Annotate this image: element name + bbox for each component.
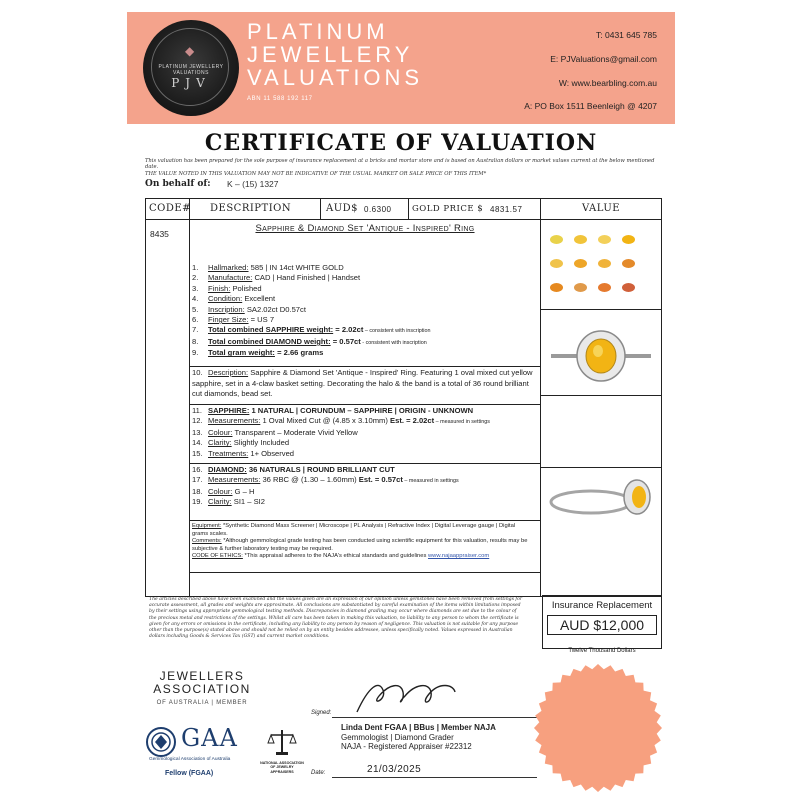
naja-link[interactable]: www.najaappraiser.com [428,553,490,560]
insurance-value-words: Twelve Thousand Dollars [568,648,636,654]
list-item: 15. Treatments: 1+ Observed [192,448,295,458]
item-code: 8435 [150,229,169,239]
certificate-page [127,12,675,788]
list-item: 5. Inscription: SA2.02ct D0.57ct [192,304,306,314]
item-details-list [192,263,538,359]
contact-address: A: PO Box 1511 Beenleigh @ 4207 [524,101,657,111]
valuation-table [145,198,662,597]
date-value: 21/03/2025 [367,764,422,775]
contact-phone: T: 0431 645 785 [596,30,657,40]
item-title: Sapphire & Diamond Set 'Antique - Inspired' Ring [255,223,475,234]
list-item: 2. Manufacture: CAD | Hand Finished | Handset [192,273,361,283]
gaa-fellow: Fellow (FGAA) [165,770,214,777]
list-item: 19. Clarity: SI1 – SI2 [192,497,265,507]
diamond-details [192,465,538,508]
logo-small-text: PLATINUM JEWELLERY VALUATIONS [158,64,224,76]
list-item: 4. Condition: Excellent [192,294,276,304]
list-item: 3. Finish: Polished [192,283,262,293]
behalf-label: On behalf of: [145,179,211,189]
col-description: DESCRIPTION [210,203,292,214]
jewellers-association-sub: OF AUSTRALIA | MEMBER [156,700,248,706]
sapphire-details [192,406,538,459]
intro-text: This valuation has been prepared for the sole purpose of insurance replacement at a bricks and mortar store and is based on Australian dollars or market values current at the below mentioned date. THE VALUE NOTED IN THIS VALUATION MAY NOT BE INDICATIVE OF THE USUAL MARKET OR SALE PRICE OF THIS ITEM* [145,158,655,177]
date-label: Date: [311,770,326,776]
disclaimer-text: The articles described above have been examined and the values given are an expression of our opinion unless gemstones have been removed from settings for accurate assessment, all grades and weights are approximate. All conclusions are substantiated by careful examination of the items within limitations imposed by their settings using appropriate gemmological testing methods. Discrepancies in diamond grading may occur where diamonds are set due to the colour of the precious metal and restrictions of the settings. Whilst all care has been taken in making this valuation, no liability to any person to whom the certificate is given for any errors or omissions in the certificate, including any liability to any person by reason of negligence. This valuation is not suitable for any purpose other than the purpose(s) stated above and should not be relied on by an entity besides addressee, unless specifically noted. Values expressed in Australian dollars including Goods & Services Tax (GST) and current market conditions. [149,597,523,640]
col-value: VALUE [582,203,621,214]
col-gold-price: GOLD PRICE $ [412,204,484,214]
list-item: 7. Total combined SAPPHIRE weight: = 2.02ct – consistent with inscription [192,325,431,335]
gold-price-value: 4831.57 [490,205,523,214]
signer-details: Linda Dent FGAA | BBus | Member NAJA Gemmologist | Diamond Grader NAJA - Registered Appraiser #22312 [341,723,496,752]
ring-top-view-image [551,327,651,385]
official-seal-stamp [532,662,664,794]
gaa-logo: GAA Gemmological Association of Australia [145,724,243,770]
naja-logo: NATIONAL ASSOCIATION OF JEWELRY APPRAISERS [259,728,305,774]
list-item: 11. SAPPHIRE: 1 NATURAL | CORUNDUM – SAPPHIRE | ORIGIN - UNKNOWN [192,406,474,415]
gaa-emblem-icon [145,726,177,758]
diamond-icon: ◆ [185,44,195,58]
ring-side-view-image [549,475,655,529]
brand-name: PLATINUM JEWELLERY VALUATIONS [247,19,424,90]
handwritten-signature [349,676,469,716]
description-paragraph: 10. Description: Sapphire & Diamond Set 'Antique - Inspired' Ring. Featuring 1 oval mixed cut yellow sapphire, set in a 4-claw basket setting. Decorating the halo & the band is a total of 36 round brilliant cut diamonds, bead set. [192,368,533,399]
list-item: 14. Clarity: Slightly Included [192,438,290,448]
list-item: 17. Measurements: 36 RBC @ (1.30 – 1.60mm) Est. = 0.57ct – measured in settings [192,475,459,485]
insurance-label: Insurance Replacement [551,600,653,611]
list-item: 12. Measurements: 1 Oval Mixed Cut @ (4.85 x 3.10mm) Est. = 2.02ct – measured in settings [192,416,490,426]
col-code: CODE# [149,203,192,214]
list-item: 6. Finger Size: = US 7 [192,315,275,325]
list-item: 16. DIAMOND: 36 NATURALS | ROUND BRILLIANT CUT [192,465,395,474]
insurance-box [542,595,662,649]
list-item: 1. Hallmarked: 585 | IN 14ct WHITE GOLD [192,263,344,272]
contact-email[interactable]: E: PJValuations@gmail.com [550,54,657,64]
signed-label: Signed: [311,710,332,716]
behalf-value: K – (15) 1327 [227,179,279,189]
list-item: 9. Total gram weight: = 2.66 grams [192,348,324,358]
list-item: 18. Colour: G – H [192,486,255,496]
list-item: 13. Colour: Transparent – Moderate Vivid Yellow [192,427,358,437]
contact-web[interactable]: W: www.bearbling.com.au [558,78,657,88]
list-item: 8. Total combined DIAMOND weight: = 0.57ct - consistent with inscription [192,336,427,346]
jewellers-association-logo: JEWELLERS ASSOCIATION [153,669,251,696]
pjv-logo [143,20,239,116]
col-aud: AUD$ [326,203,359,214]
abn-number: ABN 11 588 192 117 [247,96,313,102]
footnotes: Equipment: *Synthetic Diamond Mass Screener | Microscope | PL Analysis | Refractive Index | Digital Leverage gauge | Digital grams scales. Comments: *Although gemmological grade testing has been conducted using scientific equipment for this valuation, results may be subjective & further laboratory testing may be required. CODE OF ETHICS: *This appraisal adheres to the NAJA's ethical standards and guidelines www.najaappraiser.com [192,523,528,560]
insurance-value: AUD $12,000 [547,615,657,635]
header-banner [127,12,675,124]
scales-icon [267,728,297,756]
aud-rate: 0.6300 [364,205,392,214]
page-title: CERTIFICATE OF VALUATION [204,130,598,156]
logo-monogram: PJV [171,76,211,90]
